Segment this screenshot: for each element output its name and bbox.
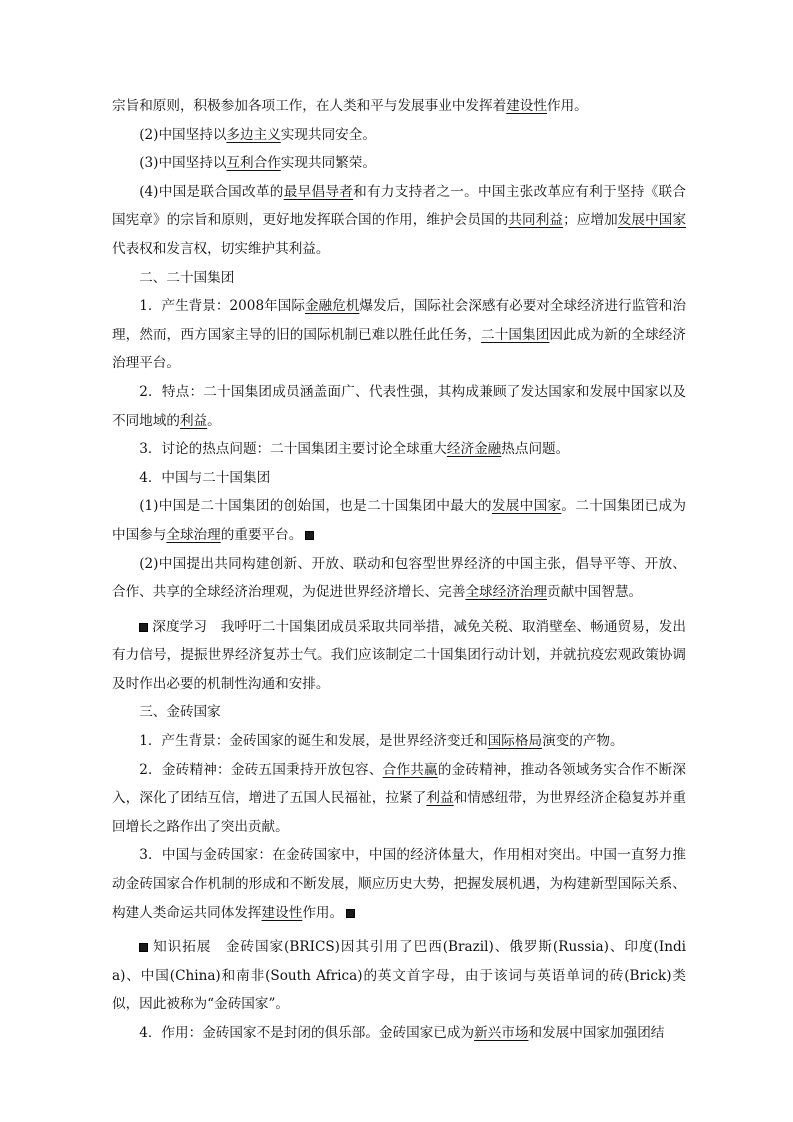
text-run: (2)中国提出共同构建创新、开放、联动和包容型世界经济的中国主张，倡导平等、开放、合作、共享的全球经济治理观，为促进世界经济增长、完善 [112, 555, 686, 601]
paragraph [112, 435, 686, 464]
text-run: 因此成为新的全球经济治理平台。 [112, 326, 686, 372]
text-run: ；应增加 [563, 212, 618, 229]
note-marker-icon [139, 943, 148, 952]
paragraph [112, 613, 686, 699]
paragraph [112, 92, 686, 121]
text-run: 。二十国集团已成为中国参与 [112, 498, 686, 543]
paragraph [112, 464, 686, 493]
key-term: 发展中国家 [491, 498, 562, 515]
text-run: 1．产生背景：金砖国家的诞生和发展，是世界经济变迁和 [139, 733, 488, 750]
text-run: (3)中国坚持以 [139, 155, 227, 172]
key-term: 全球治理 [166, 526, 221, 543]
key-term: 金融危机 [304, 298, 360, 315]
key-term: 国际格局 [487, 733, 543, 750]
text-run: (1)中国是二十国集团的创始国，也是二十国集团中最大的 [139, 498, 492, 515]
text-run: 2．金砖精神：金砖五国秉持开放包容、 [139, 761, 383, 778]
text-run: 三、金砖国家 [139, 704, 221, 721]
text-run: 4．中国与二十国集团 [139, 469, 271, 486]
paragraph [112, 1019, 686, 1048]
paragraph [112, 378, 686, 435]
text-run: (2)中国坚持以 [139, 126, 227, 143]
text-run: 的重要平台。 [220, 526, 303, 543]
text-run: 和有力支持者之一。中国主张改革应有利于坚持《联合国宪章》的宗旨和原则，更好地发挥联合国的作用，维护会员国的 [112, 183, 687, 229]
key-term: 全球经济治理 [465, 584, 547, 601]
document-body [112, 92, 686, 1048]
key-term: 利益 [179, 412, 208, 429]
key-term: 合作共赢 [382, 761, 438, 778]
paragraph [112, 178, 686, 264]
paragraph [112, 841, 686, 927]
paragraph [112, 933, 686, 1019]
key-term: 利益 [426, 790, 454, 807]
text-run: 实现共同安全。 [280, 126, 376, 143]
text-run: 和发展中国家加强团结 [528, 1025, 665, 1041]
text-run: 贡献中国智慧。 [547, 584, 643, 601]
text-run: 作用。 [547, 98, 588, 114]
paragraph [112, 264, 686, 293]
key-term: 建设性 [261, 904, 303, 921]
key-term: 建设性 [506, 98, 547, 114]
text-run: 宗旨 [112, 98, 140, 114]
paragraph [112, 292, 686, 378]
key-term: 共同利益 [508, 212, 564, 229]
paragraph [112, 121, 686, 150]
text-run: 和情感纽带，为世界经济企稳复苏并重回增长之路作出了突出贡献。 [112, 790, 687, 835]
text-run: 1．产生背景：2008年国际 [139, 298, 305, 315]
key-term: 多边主义 [226, 126, 281, 143]
key-term: 发展中国家 [617, 212, 687, 229]
text-run: 3．中国与金砖国家：在金砖国家中，中国的经济体量大，作用相对突出。中国一直努力推动金砖国家合作机制的形成和不断发展，顺应历史大势，把握发展机遇，为构建新型国际关系、构建人类命运共同体发挥 [112, 847, 686, 921]
text-run: 热点问题。 [501, 441, 570, 458]
text-run: 知识拓展 金砖国家(BRICS)因其引用了巴西(Brazil)、俄罗斯(Russia)、印度(India)、中国(China)和南非(South Africa)的英文首字母，由于该词与英语单词的砖(Brick)类似，因此被称为“金砖国家”。 [112, 939, 686, 1013]
key-term: 互利合作 [226, 155, 281, 172]
note-marker-icon [305, 531, 314, 540]
text-run: 爆发后，国际社会深感有必要对全球经济进行监管和治理，然而，西方国家主导的旧的国际机制已难以胜任此任务， [112, 298, 686, 343]
text-run: 的金砖精神，推动各领域务实合作不断深入，深化了团结互信，增进了五国人民福祉，拉紧了 [112, 761, 687, 807]
text-run: 代表权和发言权，切实维护其利益。 [112, 240, 330, 257]
key-term: 新兴市场 [474, 1025, 529, 1041]
note-marker-icon [346, 909, 355, 918]
text-run: 4．作用：金砖国家不是封闭的俱乐部。金砖国家已成为 [139, 1025, 475, 1041]
text-run: 深度学习 我呼吁二十国集团成员采取共同举措，减免关税、取消壁垒、畅通贸易，发出有力信号，提振世界经济复苏士气。我们应该制定二十国集团行动计划，并就抗疫宏观政策协调及时作出必要的机制性沟通和安排。 [112, 618, 686, 692]
key-term: 最早倡导者 [283, 183, 354, 200]
key-term: 经济金融 [446, 441, 502, 458]
paragraph [112, 149, 686, 178]
paragraph [112, 550, 686, 607]
paragraph [112, 492, 686, 549]
text-run: 作用。 [302, 904, 344, 921]
paragraph [112, 698, 686, 727]
key-term: 二十国集团 [481, 326, 550, 343]
paragraph [112, 756, 686, 842]
text-run: 3．讨论的热点问题：二十国集团主要讨论全球重大 [139, 441, 447, 458]
note-marker-icon [139, 623, 148, 632]
paragraph [112, 727, 686, 756]
text-run: 2．特点：二十国集团成员涵盖面广、代表性强，其构成兼顾了发达国家和发展中国家以及不同地域的 [112, 383, 686, 429]
text-run: 实现共同繁荣。 [280, 155, 376, 172]
text-run: (4)中国是联合国改革的 [139, 183, 284, 200]
text-run: 演变的产物。 [542, 733, 624, 750]
text-run: 和原则 [139, 98, 180, 114]
text-run: 。 [207, 412, 221, 429]
text-run: ，积极参加各项工作，在人类和平与发展事业中发挥着 [179, 98, 507, 114]
text-run: 二、二十国集团 [139, 269, 235, 286]
